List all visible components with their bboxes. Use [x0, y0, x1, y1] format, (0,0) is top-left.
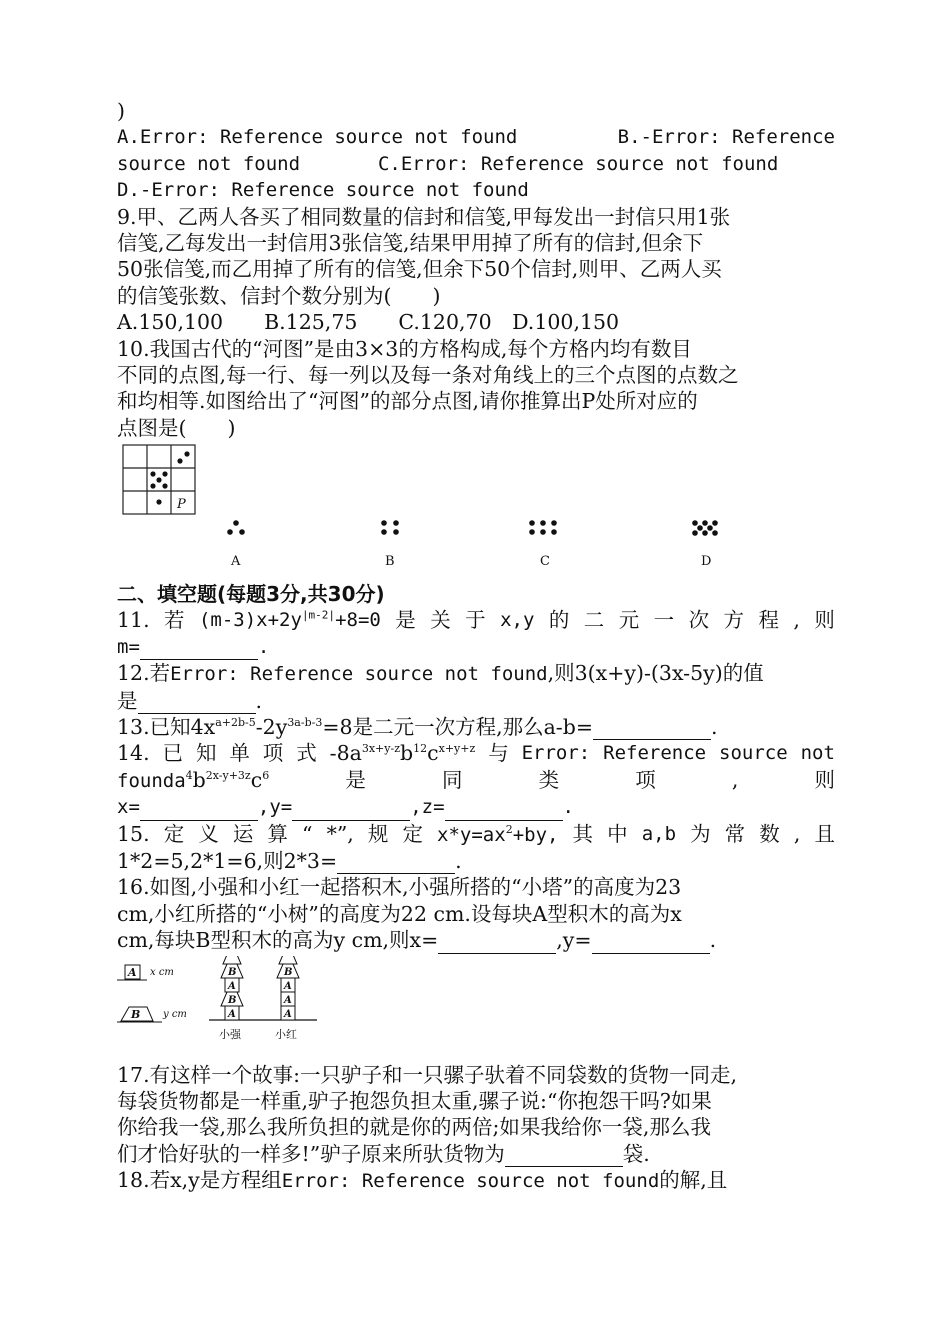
hetu-figure: [117, 441, 835, 579]
q12-line1: [117, 660, 835, 687]
q15-token: ,: [793, 821, 801, 846]
q15-formula: [437, 821, 558, 848]
q14-word: 则: [814, 767, 835, 792]
q12-line2: 是 .: [117, 688, 263, 713]
q14-word: 同: [441, 767, 463, 792]
blocks-figure: [117, 956, 835, 1062]
q14-found-term: [117, 767, 269, 794]
q14-token: source: [719, 742, 788, 765]
svg-text:B: B: [228, 966, 237, 978]
q8-option-d: D.-Error: Reference source not found: [117, 179, 529, 202]
choice-b-label: B: [385, 554, 395, 570]
choice-c-six-dots: [529, 520, 557, 535]
q14-token: Reference: [603, 742, 707, 765]
legend-b-label: B: [131, 1007, 141, 1021]
q15-token: 中: [607, 821, 628, 846]
q15-token: x*y=ax: [437, 823, 506, 846]
q14-token: not: [800, 742, 835, 765]
q15-token: 且: [814, 821, 835, 846]
q8-paren-tail: ): [117, 99, 125, 123]
q10-line4: 点图是( ): [117, 415, 236, 440]
label-xiaohong: 小红: [275, 1027, 297, 1041]
svg-text:A: A: [284, 1008, 292, 1020]
svg-text:A: A: [228, 980, 236, 992]
q13-text-c: =8是二元一次方程,那么a-b=: [322, 714, 594, 739]
q15-given: 1*2=5,2*1=6,则2*3=: [117, 848, 338, 873]
q12-answer-blank[interactable]: [138, 693, 256, 714]
q9-line4: 的信笺张数、信封个数分别为( ): [117, 283, 441, 308]
q8-option-b-part2: source not found: [117, 152, 301, 175]
q9-line3: 50张信笺,而乙用掉了所有的信笺,但余下50个信封,则甲、乙两人买: [117, 257, 722, 282]
q13-text-a: 13.已知4x: [117, 714, 216, 739]
q18-line1: [117, 1167, 835, 1194]
q9-line2: 信笺,乙每发出一封信用3张信笺,结果甲用掉了所有的信封,但余下: [117, 231, 704, 256]
q14-token: Error:: [521, 742, 591, 765]
q17-line1: 17.有这样一个故事:一只驴子和一只骡子驮着不同袋数的货物一同走,: [117, 1062, 738, 1087]
choice-d-eight-dots: [692, 520, 718, 536]
q14-monomial: $-8a^{3x+y-z}b^{12}c^{x+y+z}$: [329, 741, 476, 766]
q17-answer-blank[interactable]: [505, 1146, 623, 1167]
q12-shi: 是: [117, 688, 138, 713]
choice-a-three-dots: [227, 520, 245, 535]
q14-line1: [117, 740, 835, 766]
svg-text:A: A: [284, 980, 292, 992]
q11-token: 方: [723, 608, 745, 633]
q14-b: b: [400, 741, 414, 766]
label-xiaoqiang: 小强: [219, 1027, 241, 1041]
legend-b-block: [117, 1007, 187, 1022]
q11-equation: [199, 607, 381, 633]
q15-exp: 2: [505, 822, 513, 836]
q14-word: 项: [635, 767, 656, 792]
q15-token: 定: [402, 821, 423, 846]
q11-token: 的: [548, 608, 570, 633]
legend-y-cm: y cm: [163, 1008, 187, 1020]
q11-token: 二: [583, 608, 605, 633]
q11-token: 关: [430, 608, 451, 633]
blocks-figure-svg: [117, 956, 835, 1062]
q11-line1: [117, 607, 835, 633]
q10-line2: 不同的点图,每一行、每一列以及每一条对角线上的三个点图的点数之: [117, 363, 739, 388]
q16-line3-b: ,y=: [556, 928, 592, 953]
q15-token: 定: [163, 821, 185, 846]
q11-token: 则: [814, 608, 835, 633]
q15-token: 运: [232, 821, 254, 846]
q14-x-blank[interactable]: [140, 800, 258, 821]
hetu-p-label: P: [177, 497, 186, 513]
q11-token: 元: [618, 608, 640, 633]
q16-line2: cm,小红所搭的“小树”的高度为22 cm.设每块A型积木的高为x: [117, 901, 682, 926]
q14-token: 项: [262, 741, 284, 766]
q16-y-blank[interactable]: [592, 933, 710, 954]
q11-token: 程: [758, 608, 779, 633]
q14-line2: [117, 767, 835, 794]
q11-token: 于: [465, 608, 486, 633]
q8-option-a: A.Error: Reference source not found: [117, 126, 518, 149]
q15-token: “: [302, 821, 313, 846]
q15-token: 为: [690, 821, 711, 846]
q14-y-label: ,y=: [257, 796, 293, 819]
q15-line2: 1*2=5,2*1=6,则2*3= .: [117, 848, 462, 873]
q14-word: 类: [538, 767, 560, 792]
q8-options-line2: [117, 151, 835, 177]
q8-options-line1: [117, 124, 835, 150]
q15-token: a,b: [641, 822, 677, 845]
q14-c6: c: [250, 767, 263, 792]
q15-token: 算: [267, 821, 288, 846]
q18-prefix: 18.若x,y是方程组: [117, 1168, 282, 1193]
q8-option-c: C.Error: Reference source not found: [377, 152, 779, 175]
q14-y-blank[interactable]: [292, 800, 410, 821]
q14-word: 是: [345, 767, 366, 792]
choice-b-four-dots: [381, 520, 399, 535]
legend-x-cm: x cm: [150, 966, 174, 978]
q15-token: 数: [759, 821, 780, 846]
hetu-cell-two-dots: [177, 452, 189, 464]
q14-exp-6: 6: [262, 768, 270, 782]
q16-line1: 16.如图,小强和小红一起搭积木,小强所搭的“小塔”的高度为23: [117, 875, 682, 900]
q14-token: 单: [229, 741, 250, 766]
q14-found: founda: [117, 769, 186, 792]
q14-token: 已: [162, 741, 184, 766]
q12-suffix: ,则3(x+y)-(3x-5y)的值: [547, 661, 764, 686]
q9-line1: 9.甲、乙两人各买了相同数量的信封和信笺,甲每发出一封信只用1张: [117, 204, 731, 229]
hetu-cell-one-dot: [156, 500, 161, 505]
q15-token: 义: [198, 821, 219, 846]
q16-line3-a: cm,每块B型积木的高为y cm,则x=: [117, 928, 439, 953]
q15-token: +by,: [512, 823, 559, 846]
q13-line: 13.已知$4x^{a+2b-5}-2y^{3a-b-3}=8$是二元一次方程,那么a-b= .: [117, 714, 718, 739]
q11-answer-blank[interactable]: [140, 639, 258, 660]
q13-exp2: 3a-b-3: [287, 716, 323, 730]
q14-token: -8a: [329, 741, 362, 766]
q14-line3: x= ,y= ,z= .: [117, 794, 835, 820]
q14-token: 知: [195, 741, 217, 766]
q11-token: 11.: [117, 608, 150, 633]
tower-xiaohong: [277, 956, 299, 1020]
q16-line3: cm,每块B型积木的高为y cm,则x= ,y= .: [117, 928, 717, 953]
choice-a-label: A: [231, 554, 241, 570]
q14-z-label: ,z=: [410, 796, 445, 819]
legend-a-block: [117, 965, 174, 980]
q14-z-blank[interactable]: [445, 800, 563, 821]
svg-text:A: A: [284, 994, 292, 1006]
legend-a-label: A: [128, 965, 137, 979]
q14-exp-2x: 2x-y+3z: [205, 768, 251, 782]
q15-token: *”,: [326, 821, 354, 846]
q17-line4-b: 袋.: [622, 1141, 650, 1166]
q17-line4: [117, 1141, 835, 1167]
q11-token: 一: [653, 608, 675, 633]
q14-exp-b: 12: [413, 742, 428, 756]
choice-c-label: C: [540, 554, 550, 570]
q15-line1: [117, 821, 835, 848]
q14-exp-a: 3x+y-z: [361, 742, 400, 756]
q11-token: +8=0: [335, 609, 381, 632]
q14-exp-4: 4: [185, 768, 193, 782]
q13-text-b: -2y: [255, 714, 288, 739]
hetu-figure-svg: [117, 441, 835, 579]
svg-text:A: A: [228, 1008, 236, 1020]
svg-text:B: B: [228, 994, 237, 1006]
q13-exp1: a+2b-5: [215, 716, 256, 730]
q14-x-label: x=: [117, 796, 140, 819]
q18-error: Error: Reference source not found: [281, 1170, 660, 1193]
q12-prefix: 12.若: [117, 661, 171, 686]
q11-token: 次: [688, 608, 710, 633]
q14-token: 式: [296, 741, 317, 766]
q11-token: 是: [395, 608, 416, 633]
q11-token: 若: [164, 608, 185, 633]
choice-d-label: D: [701, 554, 712, 570]
q17-line3: 你给我一袋,那么我所负担的就是你的两倍;如果我给你一袋,那么我: [117, 1115, 711, 1140]
q16-x-blank[interactable]: [438, 933, 556, 954]
q11-m-label: m=: [117, 635, 140, 658]
q14-b2: b: [192, 767, 206, 792]
q17-line4-a: 们才恰好驮的一样多!”驴子原来所驮货物为: [117, 1141, 505, 1166]
q11-line2: m= .: [117, 634, 835, 660]
q18-suffix: 的解,且: [659, 1168, 728, 1193]
q12-error: Error: Reference source not found: [170, 663, 548, 686]
q11-exponent: |m-2|: [301, 608, 336, 622]
q11-token: ,: [793, 608, 800, 633]
q14-token: 14.: [117, 741, 150, 766]
svg-text:B: B: [284, 966, 293, 978]
q14-token: 与: [488, 741, 509, 766]
tower-xiaoqiang: [221, 956, 243, 1020]
q15-token: 15.: [117, 821, 150, 846]
section2-title: 二、填空题(每题3分,共30分): [117, 582, 385, 607]
q9-options: A.150,100 B.125,75 C.120,70 D.100,150: [117, 310, 620, 335]
q15-answer-blank[interactable]: [337, 853, 455, 874]
hetu-cell-five-dots: [150, 472, 167, 489]
q17-line2: 每袋货物都是一样重,驴子抱怨负担太重,骡子说:“你抱怨干吗?如果: [117, 1088, 712, 1113]
q15-token: 其: [572, 821, 594, 846]
document-page: [117, 98, 835, 1195]
q15-token: 规: [367, 821, 389, 846]
q10-line3: 和均相等.如图给出了“河图”的部分点图,请你推算出P处所对应的: [117, 389, 698, 414]
q10-line1: 10.我国古代的“河图”是由3×3的方格构成,每个方格内均有数目: [117, 336, 692, 361]
q14-exp-c: x+y+z: [438, 742, 476, 756]
q8-option-b-part1: B.-Error: Reference: [617, 126, 835, 149]
q15-token: 常: [724, 821, 746, 846]
q11-token: (m-3)x+2y: [198, 609, 302, 632]
q11-token: x,y: [500, 609, 535, 632]
q13-answer-blank[interactable]: [593, 719, 711, 740]
q14-word: ,: [731, 767, 739, 792]
